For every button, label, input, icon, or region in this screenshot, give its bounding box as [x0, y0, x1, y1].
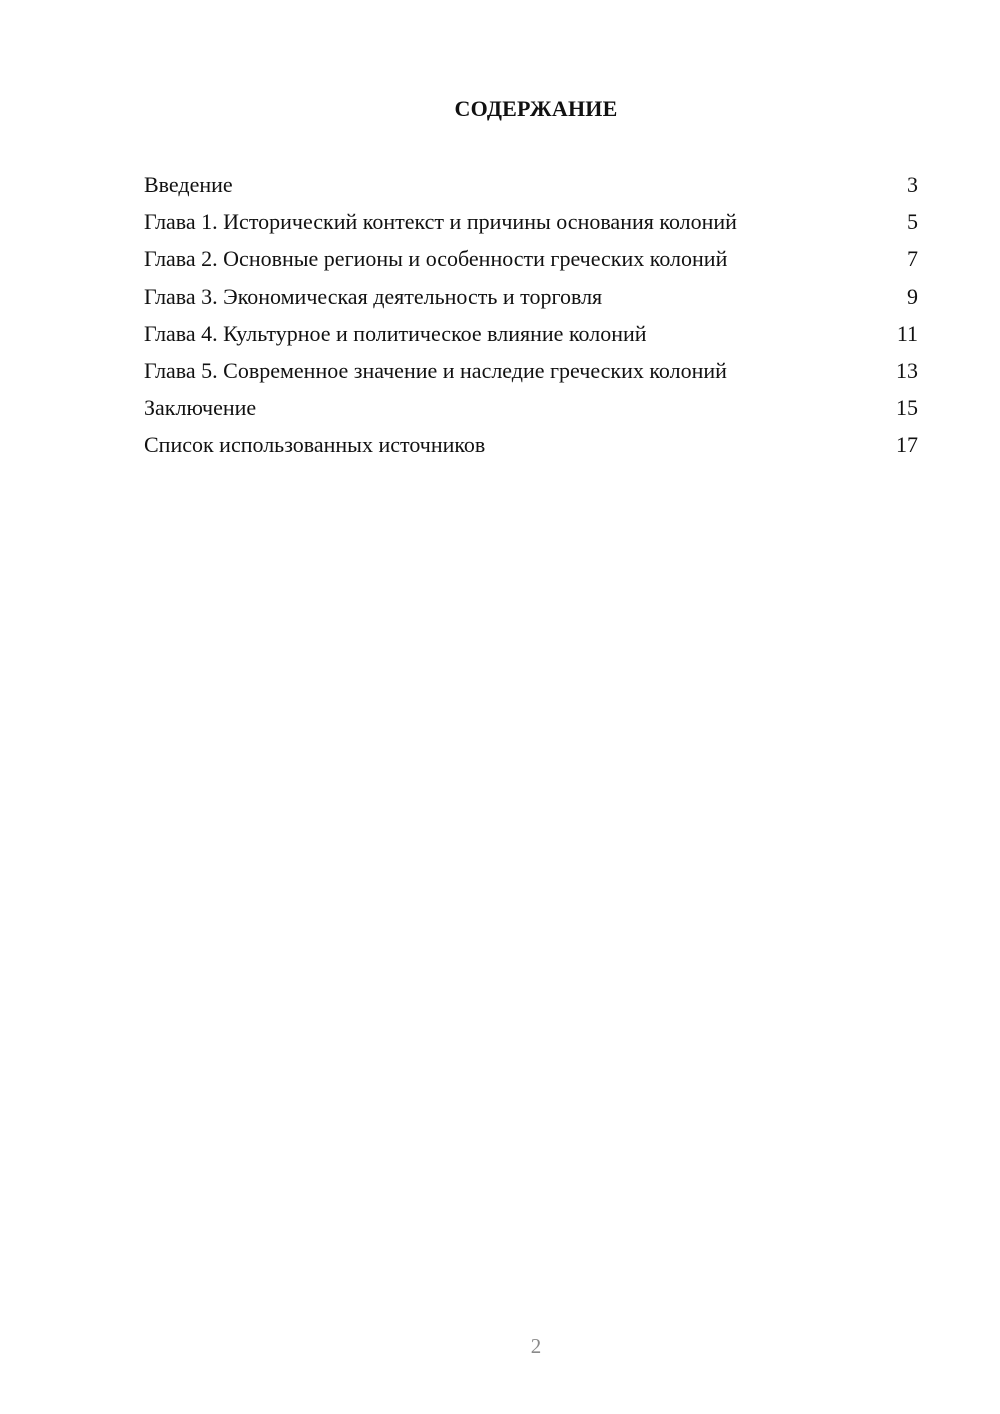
toc-entry: [144, 209, 918, 246]
table-of-contents: [144, 172, 918, 470]
toc-entry: [144, 321, 918, 358]
toc-entry-page: 11: [896, 320, 918, 346]
toc-entry-page: 13: [896, 357, 918, 383]
toc-entry: [144, 358, 918, 395]
toc-entry-page: 15: [896, 395, 918, 421]
toc-entry-page: 5: [907, 209, 918, 235]
page-title: СОДЕРЖАНИЕ: [454, 96, 618, 121]
toc-entry-title: Заключение: [144, 395, 257, 421]
toc-entry-title: Введение: [144, 172, 233, 197]
toc-entry-title: Глава 3. Экономическая деятельность и торговля: [144, 283, 603, 309]
toc-entry: [144, 432, 918, 469]
toc-entry: [144, 172, 918, 209]
toc-entry: [144, 246, 918, 283]
toc-entry-title: Глава 1. Исторический контекст и причины основания колоний: [144, 209, 737, 235]
toc-entry-title: Глава 4. Культурное и политическое влияние колоний: [144, 320, 647, 346]
page-number: 2: [530, 1334, 542, 1358]
toc-entry-title: Глава 2. Основные регионы и особенности греческих колоний: [144, 246, 728, 272]
toc-entry-page: 9: [907, 283, 918, 309]
toc-entry: [144, 284, 918, 321]
toc-entry-title: Глава 5. Современное значение и наследие греческих колоний: [144, 357, 727, 383]
toc-entry-page: 7: [907, 246, 918, 272]
toc-entry-title: Список использованных источников: [144, 432, 486, 458]
toc-entry-page: 3: [907, 172, 918, 197]
toc-entry-page: 17: [896, 432, 918, 458]
toc-entry: [144, 395, 918, 432]
